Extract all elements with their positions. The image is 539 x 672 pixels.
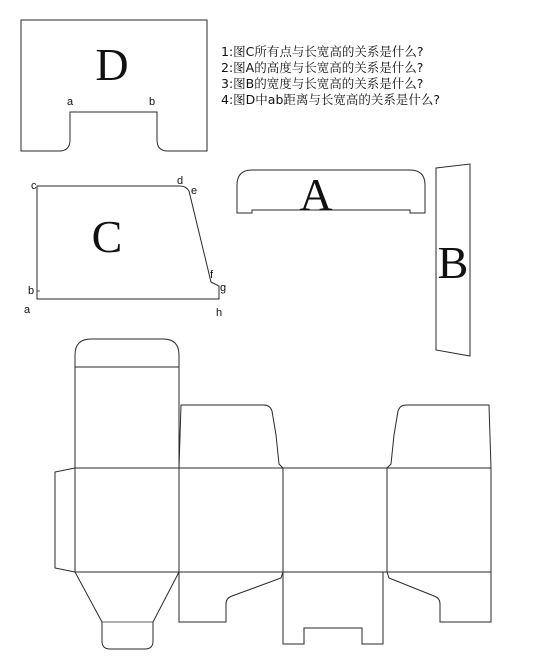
panel-a-letter: A — [299, 169, 333, 220]
question-2: 2:图A的高度与长宽高的关系是什么? — [221, 60, 424, 75]
panel-c-corner-a: a — [24, 304, 31, 316]
glue-flap — [55, 468, 75, 572]
bottom-flap-2 — [179, 572, 283, 622]
panel-c-outline — [37, 186, 219, 299]
panel-b-letter: B — [437, 237, 469, 288]
panel-c — [24, 175, 226, 319]
panel-d-letter: D — [95, 39, 129, 90]
panel-d — [21, 20, 207, 151]
bottom-flap-4 — [387, 572, 491, 622]
panel-c-corner-g: g — [220, 282, 227, 294]
question-4: 4:图D中ab距离与长宽高的关系是什么? — [221, 92, 441, 107]
top-dust-flap-right — [387, 405, 491, 468]
bottom-flap-3 — [283, 572, 383, 644]
panel-c-corner-e: e — [191, 185, 198, 197]
panel-b — [436, 164, 470, 356]
top-tuck-lid — [75, 339, 179, 468]
panel-a — [237, 169, 425, 220]
panel-d-corner-a: a — [66, 96, 74, 108]
panel-d-corner-b: b — [148, 96, 156, 108]
panel-c-corner-h: h — [216, 307, 223, 319]
panel-c-corner-d: d — [177, 175, 184, 187]
bottom-flap-1 — [75, 572, 179, 649]
question-3: 3:图B的宽度与长宽高的关系是什么? — [221, 76, 424, 91]
panel-c-corner-c: c — [31, 180, 37, 192]
panel-c-corner-f: f — [210, 269, 214, 281]
top-dust-flap-left — [179, 405, 283, 468]
panel-c-corner-b: b — [28, 285, 35, 297]
box-dieline — [55, 339, 491, 649]
panel-c-letter: C — [91, 211, 123, 262]
question-1: 1:图C所有点与长宽高的关系是什么? — [221, 44, 424, 59]
